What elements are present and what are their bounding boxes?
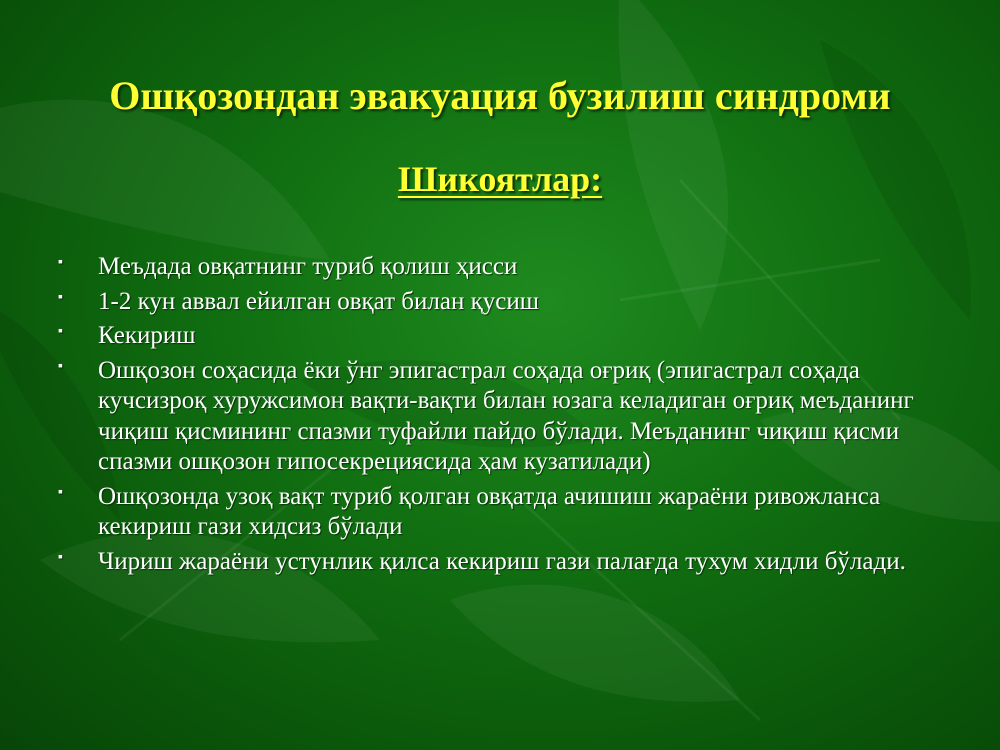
list-item-text: Чириш жараёни устунлик қилса кекириш гази палағда тухум хидли бўлади. [98,547,906,575]
bullet-square-icon: ▪ [58,255,63,270]
list-item [58,482,938,543]
bullet-square-icon: ▪ [58,358,63,374]
list-item [58,547,938,578]
bullet-square-icon: ▪ [58,484,63,500]
list-item-text: Меъдада овқатнинг туриб қолиш ҳисси [98,253,518,280]
list-item [58,356,938,478]
list-item [58,321,938,352]
list-item [58,287,938,318]
bullet-square-icon: ▪ [58,324,63,339]
list-item-text: Ошқозон соҳасида ёки ўнг эпигастрал соҳада оғриқ (эпигастрал соҳада кучсизроқ хуружсимон вақти-вақти билан юзага келадиган оғриқ меъданинг чиқиш қисмининг спазми туфайли пайдо бўлади. Меъданинг чиқиш қисми спазми ошқозон гипосекрециясида ҳам кузатилади) [98,356,914,475]
bullet-square-icon: ▪ [58,549,63,565]
list-item [58,252,938,283]
list-item-text: 1-2 кун аввал ейилган овқат билан қусиш [98,287,539,315]
slide-title: Ошқозондан эвакуация бузилиш синдроми [109,73,891,118]
slide-subtitle: Шикоятлар: [397,159,603,199]
bullet-square-icon: ▪ [58,289,63,305]
list-item-text: Ошқозонда узоқ вақт туриб қолган овқатда ачишиш жараёни ривожланса кекириш гази хидсиз бўлади [98,482,881,540]
complaints-list [58,252,938,581]
list-item-text: Кекириш [98,322,196,349]
